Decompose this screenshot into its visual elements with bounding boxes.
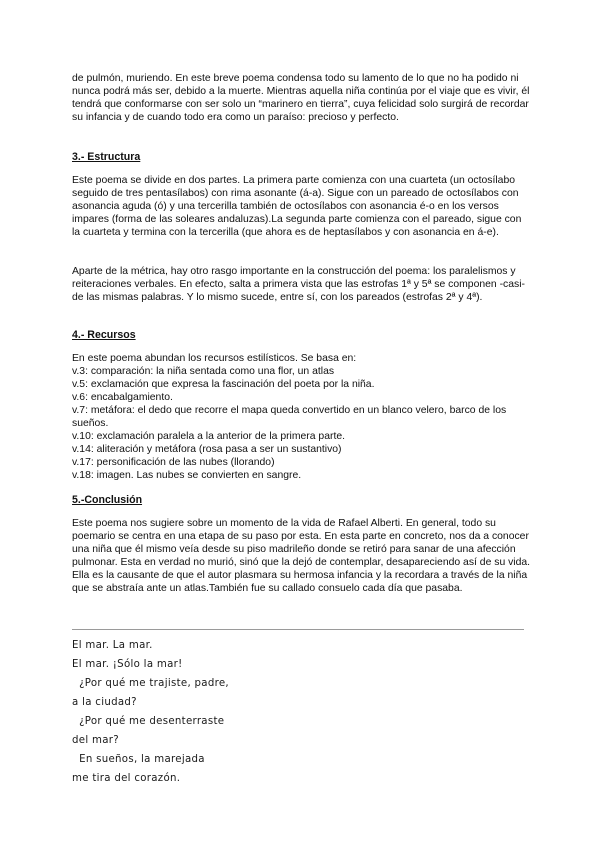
- list-item: v.14: aliteración y metáfora (rosa pasa a ser un sustantivo): [72, 444, 342, 455]
- section-heading-conclusion: 5.-Conclusión: [72, 494, 143, 506]
- list-item: v.7: metáfora: el dedo que recorre el mapa queda convertido en un blanco velero, barco de los sueños.: [72, 405, 507, 429]
- poem-line: a la ciudad?: [72, 697, 137, 708]
- poem-line: En sueños, la marejada: [72, 754, 205, 765]
- conclusion-paragraph: Este poema nos sugiere sobre un momento de la vida de Rafael Alberti. En general, todo su poemario se centra en una etapa de su paso por esta. En esta parte en concreto, nos da a conocer una niña que él mismo veía desde su piso madrileño donde se retiró para sanar de una afección pulmonar. Esta en verdad no murió, sinó que la dejó de contemplar, desapareciendo así de su vida. Ella es la causante de que el autor plasmara su hermosa infancia y la recordara a través de la niña que se abstraía ante un atlas.También fue su callado consuelo cada día que pasaba.: [72, 518, 531, 594]
- poem-line: ¿Por qué me trajiste, padre,: [72, 678, 229, 689]
- list-item: v.10: exclamación paralela a la anterior de la primera parte.: [72, 431, 345, 442]
- poem-line: me tira del corazón.: [72, 773, 181, 784]
- poem-excerpt: [72, 636, 229, 788]
- list-item: v.5: exclamación que expresa la fascinación del poeta por la niña.: [72, 379, 375, 390]
- list-item: v.17: personificación de las nubes (llorando): [72, 457, 275, 468]
- estructura-paragraph-2: Aparte de la métrica, hay otro rasgo importante en la construcción del poema: los paralelismos y reiteraciones verbales. En efecto, salta a primera vista que las estrofas 1ª y 5ª se componen -casi-de las mismas palabras. Y lo mismo sucede, entre sí, con los pareados (estrofas 2ª y 4ª).: [72, 266, 525, 303]
- poem-line: ¿Por qué me desenterraste: [72, 716, 225, 727]
- section-heading-recursos: 4.- Recursos: [72, 329, 136, 341]
- section-heading-estructura: 3.- Estructura: [72, 151, 141, 163]
- intro-paragraph: de pulmón, muriendo. En este breve poema condensa todo su lamento de lo que no ha podido ni nunca podrá más ser, debido a la muerte. Mientras aquella niña continúa por el viaje que es vivir, él tendrá que conformarse con ser solo un “marinero en tierra”, cuya felicidad solo surgirá de recordar su infancia y de cuando todo era como un paraíso: precioso y perfecto.: [72, 73, 530, 123]
- recursos-intro: En este poema abundan los recursos estilísticos. Se basa en:: [72, 353, 357, 364]
- poem-line: del mar?: [72, 735, 119, 746]
- estructura-paragraph-1: Este poema se divide en dos partes. La primera parte comienza con una cuarteta (un octosílabo seguido de tres pentasílabos) con rima asonante (á-a). Sigue con un pareado de octosílabos con asonancia aguda (ó) y una tercerilla también de octosílabos con asonancia é-o en los versos impares (forma de las soleares andaluzas).La segunda parte comienza con el pareado, sigue con la cuarteta y termina con la tercerilla (que ahora es de heptasílabos y con asonancia en á-e).: [72, 175, 522, 238]
- horizontal-divider: [72, 629, 524, 630]
- recursos-list: [72, 365, 532, 482]
- list-item: v.6: encabalgamiento.: [72, 392, 173, 403]
- list-item: v.3: comparación: la niña sentada como una flor, un atlas: [72, 366, 335, 377]
- list-item: v.18: imagen. Las nubes se convierten en sangre.: [72, 470, 302, 481]
- poem-line: El mar. La mar.: [72, 640, 153, 651]
- poem-line: El mar. ¡Sólo la mar!: [72, 659, 183, 670]
